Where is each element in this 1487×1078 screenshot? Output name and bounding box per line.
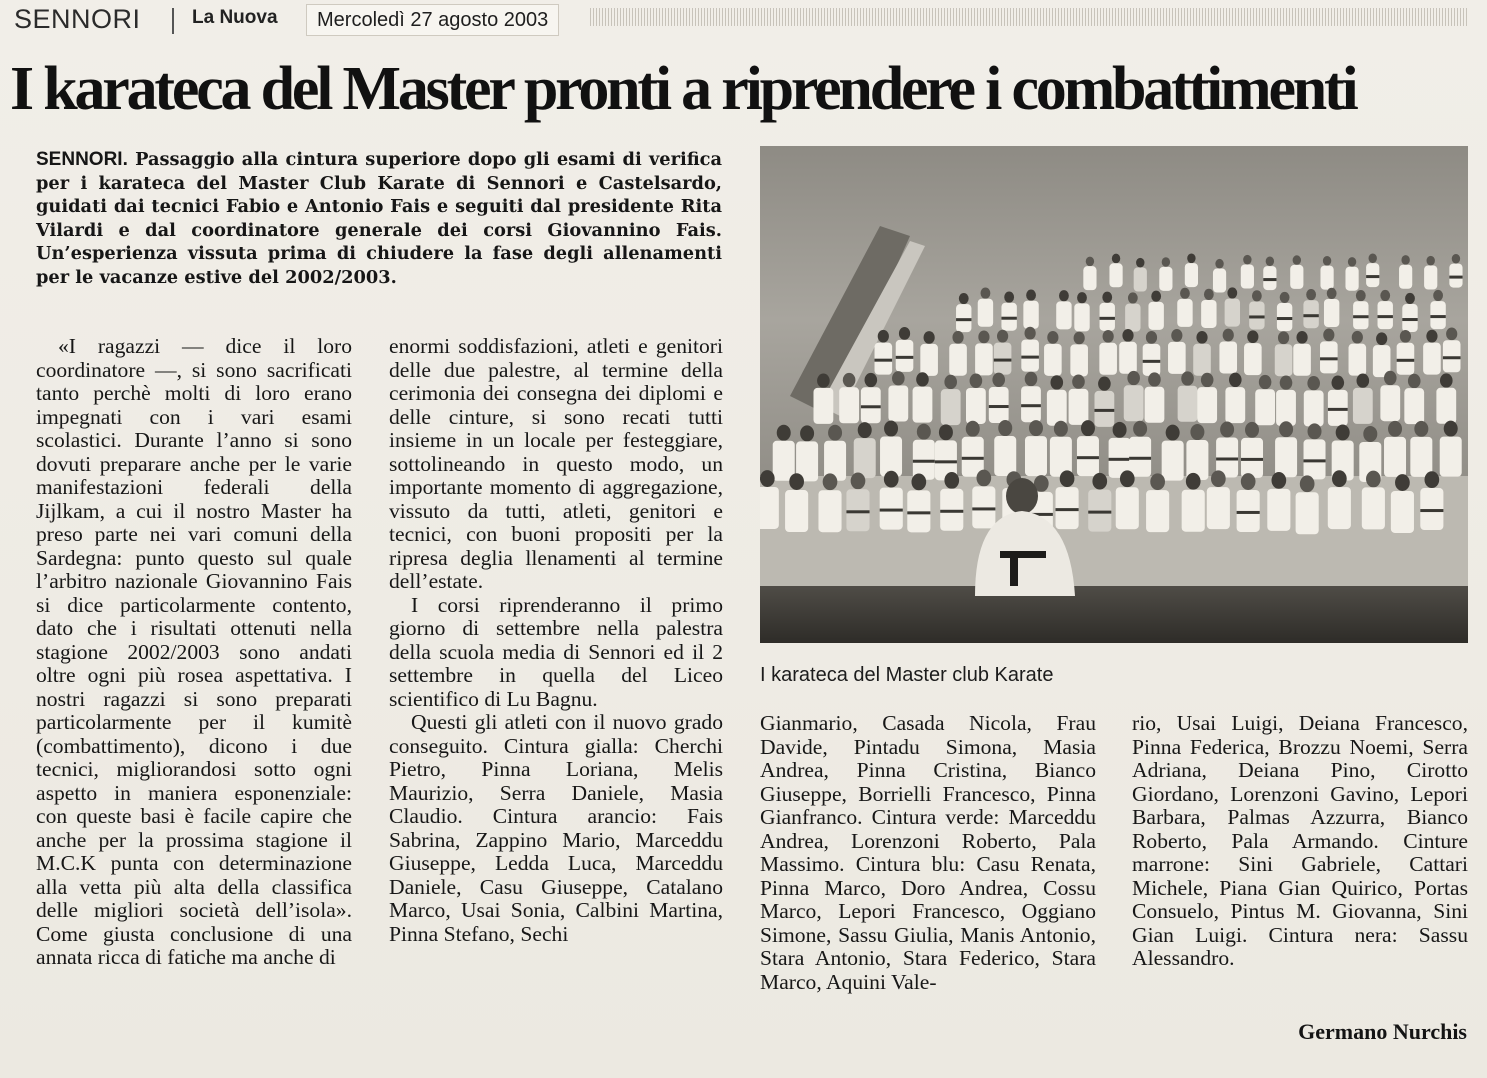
figure-gi (1177, 299, 1192, 327)
figure-head (998, 420, 1012, 436)
figure-head (1348, 257, 1356, 267)
figure-head (917, 424, 931, 440)
figure-head (1150, 473, 1165, 490)
figure-head (1081, 420, 1095, 436)
figure-head (1215, 259, 1223, 269)
figure-belt (880, 509, 903, 512)
figure-gi (760, 487, 779, 529)
body-paragraph: Gianmario, Casada Nicola, Frau Davide, Pintadu Simona, Masia Andrea, Pinna Cristina, Bianco Giuseppe, Borrielli Francesco, Pinna Gianfranco. Cintura verde: Marceddu Andrea, Lorenzoni Roberto, Pala Massimo. Cintura blu: Casu Renata, Pinna Marco, Doro Andrea, Cossu Marco, Lepori Francesco, Oggiano Simone, Sassu Giulia, Manis Antonio, Stara Antonio, Stara Federico, Stara Marco, Aquini Vale- (760, 711, 1096, 994)
article-lede (36, 148, 722, 289)
figure-gi (1276, 390, 1296, 426)
figure-head (1296, 331, 1307, 344)
figure-head (1026, 290, 1036, 301)
figure-head (997, 330, 1008, 343)
figure-belt (962, 457, 984, 460)
figure-head (978, 331, 989, 344)
figure-gi (1119, 342, 1137, 374)
figure-gi (1404, 388, 1424, 424)
figure-gi (1124, 385, 1144, 421)
figure-gi (1182, 490, 1205, 532)
figure-head (1098, 376, 1111, 390)
figure-belt (1378, 315, 1393, 318)
figure-gi (1213, 269, 1226, 293)
figure-head (899, 327, 910, 340)
figure-head (1171, 329, 1182, 342)
figure-gi (854, 438, 876, 478)
figure-head (1029, 420, 1043, 436)
figure-gi (949, 344, 967, 376)
figure-head (823, 473, 838, 490)
figure-gi (1397, 343, 1415, 375)
figure-head (911, 474, 926, 491)
figure-head (1332, 470, 1347, 487)
figure-head (1400, 330, 1411, 343)
figure-head (1128, 292, 1138, 303)
figure-belt (1397, 359, 1415, 362)
figure-head (1229, 373, 1242, 387)
figure-head (1427, 256, 1435, 266)
figure-head (865, 373, 878, 387)
figure-belt (1077, 456, 1099, 459)
figure-gi (1047, 390, 1067, 426)
figure-head (1180, 288, 1190, 299)
figure-head (1446, 327, 1457, 340)
figure-gi (888, 386, 908, 422)
figure-gi (1207, 487, 1230, 529)
figure-belt (972, 507, 995, 510)
body-paragraph: I corsi riprenderanno il primo giorno di settembre nella palestra della scuola media di Sennori ed il 2 settembre in quella del Liceo scientifico di Lu Bagnu. (389, 592, 723, 711)
figure-belt (907, 511, 930, 514)
figure-head (1025, 327, 1036, 340)
figure-head (952, 331, 963, 344)
figure-head (1401, 255, 1409, 265)
figure-gi (1109, 263, 1122, 287)
figure-belt (940, 510, 963, 513)
figure-gi (975, 343, 993, 375)
publication-date: Mercoledì 27 agosto 2003 (306, 4, 559, 36)
figure-head (789, 473, 804, 490)
figure-head (1384, 371, 1397, 385)
figure-belt (994, 359, 1012, 362)
figure-gi (1185, 263, 1198, 287)
figure-head (1077, 292, 1087, 303)
figure-gi (1345, 267, 1358, 291)
figure-gi (1293, 344, 1311, 376)
figure-gi (1324, 299, 1339, 327)
figure-head (1190, 424, 1204, 440)
article-headline: I karateca del Master pronti a riprendere i combattimenti (10, 55, 1356, 123)
figure-gi (1241, 264, 1254, 288)
figure-head (1196, 331, 1207, 344)
figure-belt (913, 460, 935, 463)
group-photo-image (760, 146, 1468, 643)
figure-head (959, 293, 969, 304)
figure-head (1252, 290, 1262, 301)
figure-gi (1362, 487, 1385, 529)
figure-gi (1277, 303, 1292, 331)
figure-head (1259, 375, 1272, 389)
header-rule (590, 8, 1469, 26)
figure-head (1166, 425, 1180, 441)
figure-head (1452, 254, 1460, 264)
figure-head (1308, 423, 1322, 439)
figure-belt (1263, 278, 1276, 281)
figure-head (1444, 421, 1458, 437)
figure-head (1380, 290, 1390, 301)
figure-belt (1249, 315, 1264, 318)
figure-gi (1349, 344, 1367, 376)
figure-head (1025, 372, 1038, 386)
body-column-3 (760, 712, 1096, 994)
figure-head (777, 425, 791, 441)
figure-gi (966, 388, 986, 424)
figure-head (1307, 376, 1320, 390)
figure-gi (1320, 266, 1333, 290)
figure-head (1120, 470, 1135, 487)
figure-belt (875, 359, 893, 362)
figure-gi (1424, 266, 1437, 290)
figure-gi (1168, 342, 1186, 374)
figure-belt (1443, 356, 1461, 359)
figure-head (1245, 422, 1259, 438)
figure-gi (1162, 441, 1184, 481)
figure-gi (1178, 386, 1198, 422)
figure-belt (935, 460, 957, 463)
figure-head (1054, 421, 1068, 437)
figure-head (892, 371, 905, 385)
body-column-4 (1132, 712, 1468, 971)
figure-gi (1267, 489, 1290, 531)
figure-head (1113, 422, 1127, 438)
figure-head (992, 373, 1005, 387)
figure-head (1136, 258, 1144, 268)
figure-gi (1440, 437, 1462, 477)
figure-head (843, 373, 856, 387)
figure-belt (1237, 511, 1260, 514)
figure-head (1376, 332, 1387, 345)
figure-gi (1225, 387, 1245, 423)
group-photo (760, 146, 1468, 643)
figure-head (1408, 374, 1421, 388)
figure-belt (861, 405, 881, 408)
figure-head (1278, 331, 1289, 344)
figure-head (1102, 292, 1112, 303)
figure-gi (978, 299, 993, 327)
figure-head (1395, 474, 1410, 491)
figure-head (1103, 330, 1114, 343)
body-paragraph: rio, Usai Luigi, Deiana Francesco, Pinna Federica, Brozzu Noemi, Serra Adriana, Deiana Pino, Cirotto Giordano, Lorenzoni Gavino, Lepori Barbara, Palmas Azzurra, Bianco Roberto, Pala Armando. Cinture marrone: Sini Gabriele, Cattari Michele, Piana Gian Quirico, Portas Consuelo, Pintus M. Giovanna, Sini Gian Luigi. Cintura nera: Sassu Alessandro. (1132, 711, 1468, 970)
figure-head (1266, 256, 1274, 266)
section-label: SENNORI (14, 4, 141, 34)
figure-gi (1146, 490, 1169, 532)
figure-gi (1193, 344, 1211, 376)
figure-belt (846, 510, 869, 513)
figure-belt (1021, 356, 1039, 359)
figure-head (1112, 254, 1120, 264)
figure-head (1004, 292, 1014, 303)
figure-gi (1219, 341, 1237, 373)
figure-head (1243, 255, 1251, 265)
figure-belt (1001, 317, 1016, 320)
figure-head (939, 424, 953, 440)
figure-head (1127, 371, 1140, 385)
figure-gi (1197, 387, 1217, 423)
figure-head (1146, 331, 1157, 344)
figure-belt (1353, 315, 1368, 318)
figure-head (970, 374, 983, 388)
figure-gi (1148, 302, 1163, 330)
figure-head (1122, 329, 1133, 342)
figure-gi (1304, 390, 1324, 426)
figure-gi (1399, 265, 1412, 289)
figure-head (800, 425, 814, 441)
figure-gi (1023, 301, 1038, 329)
figure-gi (1074, 303, 1089, 331)
figure-head (1331, 375, 1344, 389)
figure-head (1336, 424, 1350, 440)
figure-gi (1436, 388, 1456, 424)
figure-head (944, 472, 959, 489)
figure-gi (1384, 437, 1406, 477)
figure-head (966, 421, 980, 437)
figure-gi (1025, 436, 1047, 476)
figure-belt (956, 318, 971, 321)
figure-belt (1100, 317, 1115, 320)
figure-gi (773, 441, 795, 481)
figure-head (1425, 471, 1440, 488)
figure-head (1388, 421, 1402, 437)
figure-belt (1109, 458, 1131, 461)
figure-gi (1353, 388, 1373, 424)
figure-head (1323, 256, 1331, 266)
figure-gi (813, 388, 833, 424)
figure-gi (1145, 387, 1165, 423)
body-column-2 (389, 335, 723, 946)
figure-head (1086, 257, 1094, 267)
figure-head (1352, 331, 1363, 344)
figure-head (1300, 475, 1315, 492)
figure-head (1293, 255, 1301, 265)
figure-head (1092, 473, 1107, 490)
figure-gi (1070, 344, 1088, 376)
figure-head (1440, 373, 1453, 387)
figure-head (916, 372, 929, 386)
newspaper-name: La Nuova (192, 7, 278, 28)
figure-head (1272, 472, 1287, 489)
author-signature: Germano Nurchis (1298, 1019, 1467, 1044)
figure-head (1426, 330, 1437, 343)
figure-head (1201, 373, 1214, 387)
figure-head (1405, 293, 1415, 304)
figure-gi (994, 343, 1012, 375)
figure-belt (1143, 360, 1161, 363)
figure-gi (1159, 267, 1172, 291)
figure-head (1187, 254, 1195, 264)
figure-belt (1420, 509, 1443, 512)
figure-head (858, 422, 872, 438)
figure-gi (920, 344, 938, 376)
figure-head (1227, 287, 1237, 298)
figure-belt (1129, 457, 1151, 460)
lede-dateline: SENNORI. (36, 149, 128, 170)
figure-gi (1044, 344, 1062, 376)
figure-gi (1328, 487, 1351, 529)
figure-head (1241, 473, 1256, 490)
figure-head (817, 373, 830, 387)
figure-head (1148, 372, 1161, 386)
figure-head (1181, 371, 1194, 385)
figure-head (1369, 253, 1377, 263)
figure-head (944, 375, 957, 389)
figure-gi (1069, 389, 1089, 425)
figure-belt (1366, 275, 1379, 278)
figure-gi (1125, 304, 1140, 332)
figure-belt (1320, 357, 1338, 360)
figure-head (1366, 471, 1381, 488)
figure-gi (785, 490, 808, 532)
figure-gi (1410, 437, 1432, 477)
figure-gi (1244, 343, 1262, 375)
figure-head (1323, 329, 1334, 342)
figure-gi (1296, 492, 1319, 534)
figure-gi (1083, 266, 1096, 290)
figure-belt (1277, 317, 1292, 320)
figure-head (1060, 470, 1075, 487)
figure-head (878, 330, 889, 343)
figure-head (1186, 473, 1201, 490)
figure-head (1050, 375, 1063, 389)
figure-head (1306, 289, 1316, 300)
figure-belt (1021, 404, 1041, 407)
photo-caption: I karateca del Master club Karate (760, 664, 1054, 686)
figure-belt (1303, 314, 1318, 317)
figure-head (1223, 329, 1234, 342)
figure-gi (1391, 491, 1414, 533)
figure-head (1204, 289, 1214, 300)
figure-gi (941, 389, 961, 425)
figure-gi (880, 437, 902, 477)
body-column-1 (36, 335, 352, 970)
figure-belt (1328, 408, 1348, 411)
figure-gi (1449, 264, 1462, 288)
figure-belt (1449, 276, 1462, 279)
figure-gi (1201, 300, 1216, 328)
figure-head (1211, 470, 1226, 487)
figure-gi (1099, 343, 1117, 375)
figure-belt (989, 405, 1009, 408)
figure-head (1162, 257, 1170, 267)
figure-gi (1255, 389, 1275, 425)
figure-gi (994, 436, 1016, 476)
figure-belt (1430, 315, 1445, 318)
figure-gi (818, 490, 841, 532)
figure-gi (913, 387, 933, 423)
figure-gi (1423, 343, 1441, 375)
figure-belt (1216, 457, 1238, 460)
figure-head (884, 471, 899, 488)
figure-gi (1290, 265, 1303, 289)
figure-head (1133, 421, 1147, 437)
figure-belt (1088, 511, 1111, 514)
body-paragraph: enormi soddisfazioni, atleti e genitori delle due palestre, al termine della cerimonia dei consegna dei diplomi e delle cinture, si sono recati tutti insieme in un locale per festeggiare, sottolineando in questo modo, un importante momento di aggregazione, vissuto da tutti, atleti, genitori e tecnici, con buoni propositi per la ripresa deglia llenamenti al termine dell’estate. (389, 334, 723, 593)
lede-text: Passaggio alla cintura superiore dopo gli esami di verifica per i karateca del Master Club Karate di Sennori e Castelsardo, guidati dai tecnici Fabio e Antonio Fais e seguiti dal presidente Rita Vilardi e dal coordinatore generale dei corsi Giovannino Fais. Un’esperienza vissuta prima di chiudere la fase degli allenamenti per le vacanze estive del 2002/2003. (36, 149, 722, 288)
body-paragraph: «I ragazzi — dice il loro coordinatore —, si sono sacrificati tanto perchè molti di loro erano impegnati con i vari esami scolastici. Durante l’anno si sono dovuti preparare anche per le varie manifestazioni federali della Jijlkam, a cui il nostro Master ha preso parte nei vari comuni della Sardegna: punto questo sul quale l’arbitro nazionale Giovannino Fais si dice particolarmente contento, dato che i risultati ottenuti nella stagione 2002/2003 sono andati oltre ogni più rosea aspettativa. I nostri ragazzi si sono preparati particolarmente per il kumitè (combattimento), dicono i due tecnici, migliorandosi sotto ogni aspetto in maniera esponenziale: con queste basi è facile capire che anche per la prossima stagione il M.C.K punta con determinazione alla vetta più alta della classifica delle migliori società dell’isola». Come giusta conclusione di una annata ricca di fatiche ma anche di (36, 334, 352, 969)
figure-gi (1056, 301, 1071, 329)
figure-head (976, 470, 991, 487)
figure-head (1279, 421, 1293, 437)
body-paragraph: Questi gli atleti con il nuovo grado conseguito. Cintura gialla: Cherchi Pietro, Pinna Loriana, Melis Maurizio, Serra Daniele, Masia Claudio. Cintura arancio: Fais Sabrina, Zappino Mario, Marceddu Giuseppe, Ledda Luca, Marceddu Daniele, Casu Giuseppe, Catalano Marco, Usai Sonia, Calbini Martina, Pinna Stefano, Sechi (389, 710, 723, 946)
figure-head (981, 288, 991, 299)
figure-belt (1304, 459, 1326, 462)
figure-head (1047, 331, 1058, 344)
figure-gi (1116, 487, 1139, 529)
figure-belt (1056, 508, 1079, 511)
figure-head (884, 421, 898, 437)
figure-head (1072, 374, 1085, 388)
figure-head (1433, 290, 1443, 301)
figure-head (1357, 374, 1370, 388)
header-divider (172, 8, 174, 34)
figure-belt (1402, 318, 1417, 321)
figure-head (1220, 421, 1234, 437)
figure-head (1247, 330, 1258, 343)
figure-head (1059, 290, 1069, 301)
figure-gi (1275, 344, 1293, 376)
figure-gi (1275, 437, 1297, 477)
figure-head (1151, 291, 1161, 302)
figure-head (1074, 332, 1085, 345)
figure-gi (1378, 301, 1393, 329)
figure-gi (839, 387, 859, 423)
figure-belt (896, 356, 914, 359)
figure-gi (1249, 301, 1264, 329)
figure-head (828, 425, 842, 441)
figure-head (1327, 288, 1337, 299)
figure-gi (1225, 299, 1240, 327)
figure-head (1363, 426, 1377, 442)
figure-head (1414, 421, 1428, 437)
figure-belt (1094, 409, 1114, 412)
figure-gi (1134, 267, 1147, 291)
figure-gi (1328, 390, 1348, 426)
figure-belt (1241, 458, 1263, 461)
figure-head (1280, 292, 1290, 303)
figure-head (851, 472, 866, 489)
figure-head (760, 470, 775, 487)
figure-head (1356, 290, 1366, 301)
figure-gi (1380, 385, 1400, 421)
figure-head (1280, 375, 1293, 389)
figure-head (924, 331, 935, 344)
